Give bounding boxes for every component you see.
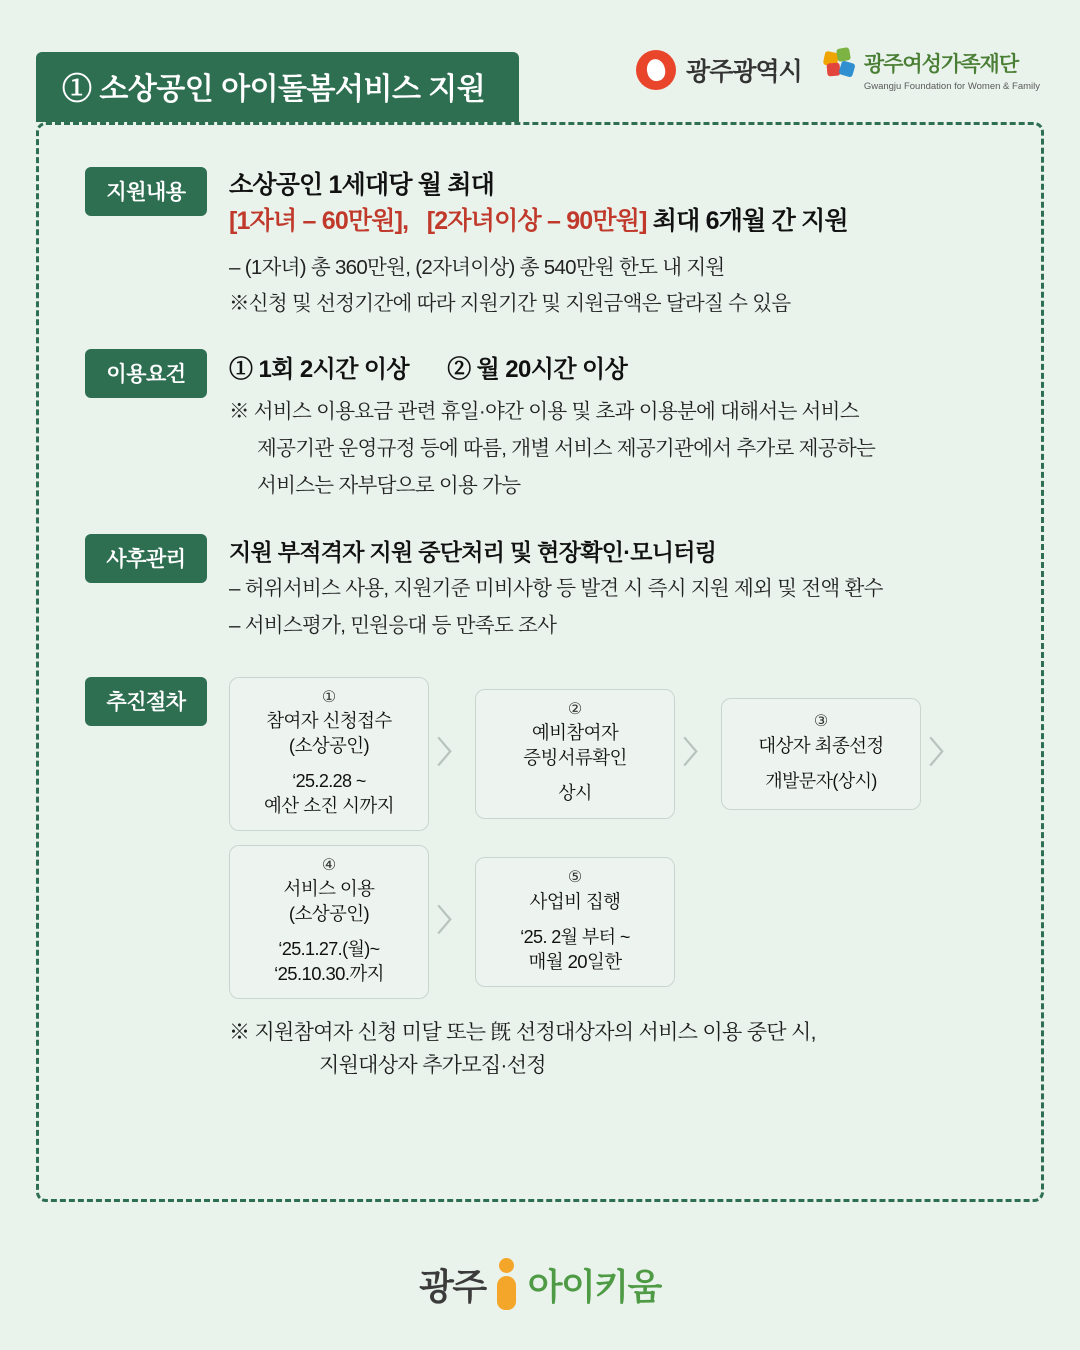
footer-brand-right: 아이키움 bbox=[527, 1265, 661, 1307]
support-bracket-2: [2자녀이상 – 90만원] bbox=[426, 207, 647, 236]
page-header bbox=[0, 0, 1080, 120]
step-2-number: ② bbox=[567, 701, 583, 719]
foundation-emblem-icon bbox=[824, 48, 858, 80]
requirement-item-2: ② 월 20시간 이상 bbox=[447, 356, 628, 384]
requirement-items bbox=[229, 349, 1007, 384]
section-label-requirement: 이용요건 bbox=[85, 349, 207, 398]
step-2-when: 상시 bbox=[558, 783, 592, 804]
section-label-followup: 사후관리 bbox=[85, 534, 207, 583]
logo-group bbox=[636, 48, 1040, 92]
followup-item-2: – 서비스평가, 민원응대 등 만족도 조사 bbox=[229, 614, 557, 638]
process-note-line-1: ※ 지원참여자 신청 미달 또는 旣 선정대상자의 서비스 이용 중단 시, bbox=[229, 1021, 816, 1045]
step-1-name-line2: (소상공인) bbox=[288, 734, 370, 756]
step-1-when-line2: 예산 소진 시까지 bbox=[264, 794, 394, 816]
content-card bbox=[36, 122, 1044, 1202]
city-emblem-icon bbox=[636, 50, 676, 90]
support-line1: 소상공인 1세대당 월 최대 bbox=[229, 171, 495, 199]
section-body-requirement bbox=[229, 349, 1041, 502]
step-5-when-line2: 매월 20일한 bbox=[528, 950, 622, 972]
process-arrow-4-5: 〉 bbox=[437, 905, 467, 939]
section-process bbox=[39, 677, 1041, 1082]
foundation-label-en: Gwangju Foundation for Women & Family bbox=[863, 81, 1040, 92]
foundation-logo-row bbox=[824, 48, 1018, 80]
gwangju-city-logo bbox=[636, 50, 802, 90]
process-arrow-2-3: 〉 bbox=[683, 737, 713, 771]
process-row-1 bbox=[229, 677, 1021, 831]
section-requirement bbox=[39, 349, 1041, 502]
step-1-number: ① bbox=[321, 689, 337, 707]
step-2-name-line1: 예비참여자 bbox=[531, 722, 619, 744]
process-arrow-3-4: 〉 bbox=[929, 737, 959, 771]
process-note-line-2: 지원대상자 추가모집·선정 bbox=[319, 1053, 546, 1077]
process-step-4 bbox=[229, 845, 429, 999]
section-label-support: 지원내용 bbox=[85, 167, 207, 216]
step-4-when-line1: ‘25.1.27.(월)~ bbox=[278, 939, 380, 960]
step-2-name-line2: 증빙서류확인 bbox=[523, 746, 627, 768]
section-body-followup bbox=[229, 534, 1041, 643]
process-row-2 bbox=[229, 845, 1021, 999]
section-support bbox=[39, 167, 1041, 321]
step-3-number: ③ bbox=[813, 713, 829, 731]
requirement-note-line-2: 제공기관 운영규정 등에 따름, 개별 서비스 제공기관에서 추가로 제공하는 bbox=[257, 436, 876, 460]
page-title: ① 소상공인 아이돌봄서비스 지원 bbox=[36, 52, 519, 122]
support-line2-tail: 최대 6개월 간 지원 bbox=[652, 207, 848, 236]
followup-title: 지원 부적격자 지원 중단처리 및 현장확인·모니터링 bbox=[229, 539, 717, 566]
step-4-name-line2: (소상공인) bbox=[288, 902, 370, 924]
city-logo-label: 광주광역시 bbox=[686, 57, 802, 86]
process-arrow-1-2: 〉 bbox=[437, 737, 467, 771]
requirement-note-line-1: ※ 서비스 이용요금 관련 휴일·야간 이용 및 초과 이용분에 대해서는 서비스 bbox=[229, 400, 859, 424]
support-line2 bbox=[229, 203, 1007, 239]
support-bracket-1: [1자녀 – 60만원], bbox=[229, 207, 409, 236]
step-4-when-line2: ‘25.10.30.까지 bbox=[274, 962, 384, 984]
step-4-name-line1: 서비스 이용 bbox=[283, 878, 375, 900]
step-5-number: ⑤ bbox=[567, 869, 583, 887]
step-3-name: 대상자 최종선정 bbox=[758, 734, 884, 756]
child-figure-icon bbox=[494, 1258, 520, 1310]
step-3-when: 개발문자(상시) bbox=[765, 771, 877, 792]
step-5-name: 사업비 집행 bbox=[529, 890, 621, 912]
followup-item-1: – 허위서비스 사용, 지원기준 미비사항 등 발견 시 즉시 지원 제외 및 전액 환수 bbox=[229, 577, 883, 601]
process-step-3 bbox=[721, 698, 921, 810]
section-label-process: 추진절차 bbox=[85, 677, 207, 726]
footer-brand-left: 광주 bbox=[419, 1265, 486, 1307]
step-4-number: ④ bbox=[321, 857, 337, 875]
footer-brand bbox=[0, 1258, 1080, 1310]
foundation-logo bbox=[824, 48, 1040, 92]
support-note-2: ※신청 및 선정기간에 따라 지원기간 및 지원금액은 달라질 수 있음 bbox=[229, 292, 791, 316]
requirement-note-line-3: 서비스는 자부담으로 이용 가능 bbox=[257, 473, 521, 497]
process-step-1 bbox=[229, 677, 429, 831]
process-step-5 bbox=[475, 857, 675, 987]
step-1-name-line1: 참여자 신청접수 bbox=[266, 710, 392, 732]
process-note bbox=[229, 1017, 1021, 1082]
content-rows bbox=[39, 125, 1041, 1082]
section-body-support bbox=[229, 167, 1041, 321]
requirement-item-1: ① 1회 2시간 이상 bbox=[229, 356, 410, 384]
foundation-label-ko: 광주여성가족재단 bbox=[863, 52, 1019, 76]
step-5-when-line1: ‘25. 2월 부터 ~ bbox=[520, 927, 630, 948]
section-followup bbox=[39, 534, 1041, 643]
step-1-when-line1: ‘25.2.28 ~ bbox=[292, 771, 366, 792]
section-body-process bbox=[229, 677, 1041, 1082]
process-step-2 bbox=[475, 689, 675, 819]
support-note-1: – (1자녀) 총 360만원, (2자녀이상) 총 540만원 한도 내 지원 bbox=[229, 255, 725, 279]
